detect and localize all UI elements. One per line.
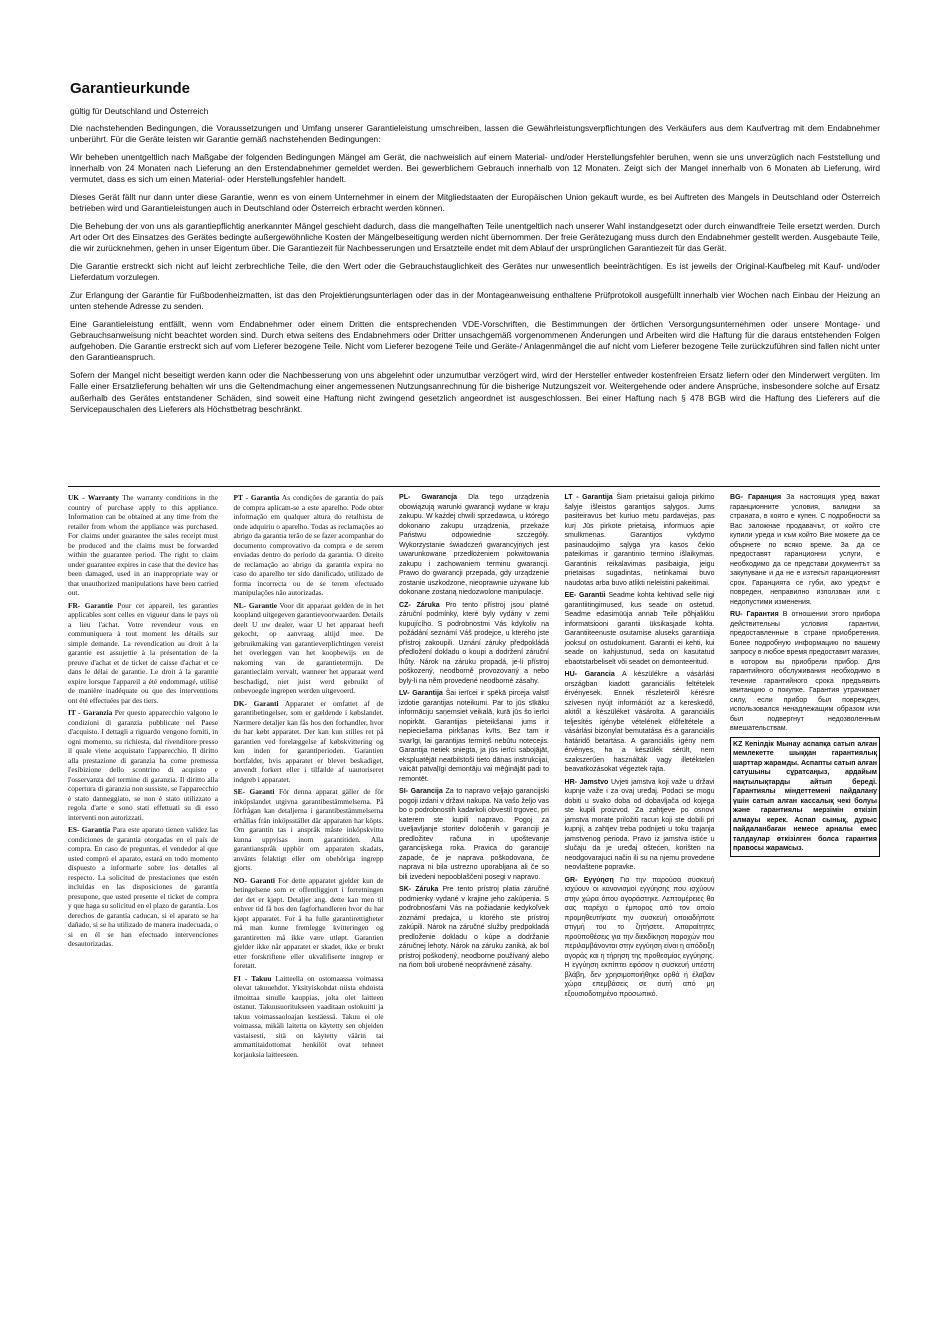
warranty-section	[234, 601, 384, 696]
section-label: SE- Garanti	[233, 787, 275, 796]
section-label: NO- Garanti	[233, 875, 275, 885]
section-divider	[68, 486, 880, 487]
section-text: Για την παρούσα συσκευή ισχύουν οι κανονισμοί εγγύησης που ισχύουν στην χώρα όπου αγοράστηκε. Λεπτομέρειες θα σας παρέχει ο έμπορος από τον οποίο προμηθευτήκατε την συσκευή οποιαδήποτε στιγμή του το ζητήσετε. Απαραίτητες προϋποθέσεις για την διεκδίκηση παροχών που περιλαμβάνονται στην εγγύηση είναι η απόδειξη αγοράς και η τήρηση της προθεσμίας εγγύησης. Η εγγύηση εκπίπτει εφόσον η συσκευή υπέστη βλάβη, δεν χρησιμοποιήθηκε ορθά ή έλαβαν χώρα επεμβάσεις σε αυτή από μη εξουσιοδοτημένο προσωπικό.	[564, 876, 715, 998]
warranty-section	[730, 737, 880, 857]
section-text: За настоящия уред важат гаранционните условия, валидни за страната, в която е купен. С подробности за Вас заложнае продавачът, от който сте купили уреда и към който Вие можете да се обърнете по всяко време. За да се предоставят гаранционни услуги, е необходимо да се представи документът за закупуване и да не е изтекъл гаранционният срок. Гаранцията се губи, ако уредът е повреден, неправилно използван или с недопустими изменения.	[730, 494, 880, 606]
section-label: UK - Warranty	[68, 493, 119, 502]
body-paragraph: Eine Garantieleistung entfällt, wenn vom Endabnehmer oder einem Dritten die entsprechenden VDE-Vorschriften, die Bestimmungen der örtlichen Versorgungsunternehmen oder unsere Montage- und Gebrauchsanweisung nicht beachtet worden sind. Durch etwa seitens des Endabnehmers oder Dritter unsachgemäß vorgenommenen Änderungen und Arbeiten wird die Haftung für die daraus entstehenden Folgen aufgehoben. Die Garantie erstreckt sich auf vom Lieferer bezogene Teile. Nicht vom Lieferer bezogene Teile und Geräte-/ Anlagenmängel die auf nicht vom Lieferer bezogene Teile zurückzuführen sind fallen nicht unter den Garantieanspruch.	[70, 318, 880, 363]
body-paragraph: Sofern der Mangel nicht beseitigt werden kann oder die Nachbesserung von uns abgelehnt oder unzumutbar verzögert wird, wird der Hersteller entweder kostenfreien Ersatz liefern oder den Minderwert vergüten. Im Falle einer Ersatzlieferung behalten wir uns die Geltendmachung einer angemessenen Nutzungsanrechnung für die bisherige Nutzungszeit vor. Weitergehende oder andere Ansprüche, insbesondere solche auf Ersatz außerhalb des Gerätes entstandener Schäden, sind soweit eine Haftung nicht zwingend gesetzlich angeordnet ist ausgeschlossen. Bei einer Haftung nach § 478 BGB wird die Haftung des Lieferers auf die Servicepauschalen des Lieferers als Höchstbetrag beschränkt.	[70, 370, 880, 414]
section-label: HR- Jamstvo	[564, 778, 609, 786]
language-column	[730, 493, 880, 1062]
section-label: SK- Záruka	[399, 886, 439, 893]
section-text: Uvjeti jamstva koji važe u državi kupnje važe i za ovaj uređaj. Podaci se mogu dobiti u svako doba od dobavljača od kojega ste kupili proizvod. Za zahtjeve po osnovi jamstva morate priložiti racun koji ste dobili pri kupnji, a zahtjev treba podnijeti u toku trajanja jamstvenog perioda. Pravo iz jamstva istiće u slučaju da je uređaj oštećen, korišten na neodgovarajuci način ili su na njemu provedene neovlaštene popravke.	[564, 778, 715, 871]
section-text: För denna apparat gäller de för inköpslandet utgivna garantibestämmelserna. På förfrågan kan detaljerna i garantibestämmelserna erhållas från inköpsstället där apparaten har köpts. Om garantin tas i anspråk måste inköpskvitto kunna uppvisas inom garantitiden. Alla garantianspråk upphör om apparaten skadats, använts felaktigt eller om obehöriga ingrepp gjorts.	[233, 787, 384, 872]
document-title: Garantieurkunde	[70, 80, 191, 97]
warranty-section	[234, 493, 384, 598]
section-label: LT - Garantija	[564, 494, 613, 501]
section-text: Pro tento přístroj jsou platné záruční podmínky, které byly vydány v zemi kupujícího. S podrobnostmi Vás kdykoliv na požádání seznámí Váš prodejce, u kterého jste přístroj zakoupili. Uznání záruky předpokládá předložení dokladu o koupi a dodržení záruční lhůty. Nárok na záruku propadá, je-li přístroj poškozený, neodborně provozovaný a nebo byly-li na něm provedené neodborné zásahy.	[399, 601, 549, 685]
section-text: A készülékre a vásárlási országban kiadott garanciális feltételek érvényesek. Ennek részleteiről kérésre szívesen nyújt információt az a kereskedő, akitől a készüléket vásárolta. A garanciális teljesítés igénybe vételének előfeltétele a vásárlási bizonylat bemutatása és a garanciális határidő betartása. A garanciális igény nem érvényes, ha a készülék sérült, nem szakszerűen használták vagy illetéktelen beavatkozásokat végeztek rajta.	[564, 671, 715, 773]
warranty-section	[730, 610, 880, 734]
warranty-section	[565, 670, 715, 775]
section-text: Voor dit apparaat gelden de in het koopland uitgegeven garantievoorwaarden. Details deelt U uw dealer, waar U het apparaat heeft gekocht, op aanvraag altijd mee. De gebruikmaking van garantieverplichtingen vereist het overleggen van het koopbewijs en de nakoming van de garantietermijn. De garantieclaim vervalt, wanneer het apparaat werd beschadigd, niet juist werd gebruikt of onbevoegde ingrepen werden uitgevoerd.	[233, 600, 384, 695]
language-column	[399, 493, 549, 1062]
section-text: Laitteella on ostomaassa voimassa olevat takuuehdot. Yksityiskohdat niista ehdoista ilmoittaa sinulle kauppias, jolta olet laitteen ostanut. Takuusuoritukseen vaaditaan ostokuitti ja takuu voimassaoloajan kestäessä. Takuu ei ole voimassa, mikäli laitetta on käytetty sen ohjeiden vastaisesti, sitä on käytetty väärin tai ammattitaidottomat henkilöt ovat tehneet korjauksia laitteeseen.	[233, 973, 384, 1059]
warranty-section	[565, 778, 715, 873]
section-text: В отношении этого прибора действительны условия гарантии, предоставленные в стране приобретения. Более подробную информацию по вашему запросу в любое время предоставит магазин, в котором вы приобрели прибор. Для гарантийного обслуживания необходимо в течение гарантийного срока предъявить квитанцию о покупке. Гарантия утрачивает силу, если прибор был поврежден, использовался ненадлежащим образом или был подвергнут недозволенным вмешательствам.	[730, 611, 880, 732]
warranty-section	[68, 825, 218, 949]
warranty-section	[565, 876, 715, 1000]
section-text: The warranty conditions in the country of purchase apply to this appliance. Information can be obtained at any time from the retailer from whom the appliance was purchased. For claims under guarantee the sales receipt must be produced and the claims must be forwarded within the guarantee period. The right to claim under guarantee expires in case that the device has been damaged, used in an inappropriate way or that unauthorized manipulations have been carried out.	[68, 493, 218, 597]
body-paragraph: Die nachstehenden Bedingungen, die Voraussetzungen und Umfang unserer Garantieleistung umschreiben, lassen die Gewährleistungsverpflichtungen des Verkäufers aus dem Kaufvertrag mit dem Endabnehmer unberührt. Für die Geräte leisten wir Garantie gemäß nachstehenden Bedingungen:	[70, 123, 880, 145]
section-text: As condições de garantia do país de compra aplicam-se a este aparelho. Pode obter informação em qualquer altura do retalhista de onde adquiriu o aparelho. Todas as reclamações ao abrigo da garantia terão de se fazer acompanhar do documento comprovativo da compra e de serem enviadas dentro do período da garantia. O direito de reclamação ao abrigo da garantia expira no caso do aparelho ter sido danificado, utilizado de forma incorrecta ou de se terem efectuado manipulações não autorizadas.	[233, 493, 384, 597]
section-text: Per questo apparecchio valgono le condizioni di garanzia pubblicate nel Paese d'acquisto. I dettagli a riguardo vengono forniti, in ogni momento, su richiesta, dal rivenditore presso il quale viene acquistato l'apparecchio. Il diritto alla prestazione di garanzia ha come premessa l'esibizione dello scontrino di acquisto e l'osservanza del termine di garanzia. Il diritto alla copertura di garanzia non sussiste, se l'apparecchio è stato danneggiato, se non è stato utilizzato a regola d'arte e sono stati effettuati su di esso interventi non autorizzati.	[68, 708, 218, 822]
section-label: IT - Garanzia	[68, 708, 113, 717]
section-label: LV- Garantija	[399, 690, 443, 697]
warranty-section	[68, 708, 218, 822]
section-text: Seadme kohta kehtivad selle riigi garantiitingimused, kus seade on ostetud. Seadme edasimüüja annab Teile põhjalikku informatsiooni garantii üksikasjade kohta. Garantiiteenuste osutamise aluseks garantiiaja jooksul on ostudokument. Garantii ei kehti, kui seade on kahjustunud, seda on kasutatud ebaotstarbeliselt või seadet on demonteeritud.	[564, 592, 715, 666]
section-label: BG- Гаранция	[730, 494, 782, 501]
body-paragraph: Zur Erlangung der Garantie für Fußbodenheizmatten, ist das den Projektierungsunterlagen oder das in der Montageanweisung enthaltene Prüfprotokoll ausgefüllt innerhalb vier Wochen nach Einbau der Heizung an unten stehende Adresse zu senden.	[70, 289, 880, 312]
language-column	[565, 493, 715, 1062]
language-column	[234, 493, 384, 1062]
section-label: SI- Garancija	[399, 788, 443, 795]
warranty-section	[565, 591, 715, 667]
body-paragraph: Die Behebung der von uns als garantiepflichtig anerkannter Mängel geschieht dadurch, dass die mangelhaften Teile unentgeltlich nach unserer Wahl instandgesetzt oder durch einwandfreie Teile ersetzt werden. Durch Art oder Ort des Einsatzes des Gerätes bedingte außergewöhnliche Kosten der Mängelbeseitigung werden nicht übernommen. Der freie Gerätezugang muss durch den Endabnehmer gestellt werden. Ausgebaute Teile, die wir zurücknehmen, gehen in unser Eigentum über. Die Garantiezeit für Nachbesserungen und Ersatzteile endet mit dem Ablauf der ursprünglichen Garantiezeit für das Gerät.	[70, 220, 880, 254]
section-text: Dla tego urządzenia obowiązują warunki gwarancji wydane w kraju zakupu. W każdej chwili sprzedawca, u którego dokonano zakupu urządzenia, przekaże Państwu odpowiednie szczegóły. Wykorzystanie świadczeń gwarancyjnych jest uwarunkowane przedłożeniem pokwitowania zakupu i zachowaniem terminu gwarancji. Prawo do gwarancji przepada, gdy urządzenie zostanie uszkodzone, nieoprawnie używane lub dokonane zostaną niedozwolone manipulacje.	[399, 494, 549, 596]
warranty-section	[399, 601, 549, 687]
document-header	[70, 80, 880, 421]
section-label: FI - Takuu	[233, 973, 272, 983]
warranty-section	[399, 493, 549, 598]
section-label: NL- Garantie	[233, 600, 277, 610]
document-body	[70, 123, 880, 415]
language-columns	[68, 493, 880, 1062]
section-label: HU- Garancia	[564, 671, 615, 678]
warranty-section	[68, 601, 218, 706]
document-subtitle: gültig für Deutschland und Österreich	[70, 106, 209, 116]
section-text: Šai ierīcei ir spēkā pirceja valstī izdotie garantijas noteikumi. Par to jūs sīkāku informāciju saņemsiet veikalā, kurā jūs šo ierīci nopirkāt. Garantijas pieteikšanai jums ir nepieciešama pirkšanas kvīts. Bez tam ir svarīgi, lai garantijas termiņš nebūtu notecejis. Garantija netiek sniegta, ja jūs ierīci sabojājāt, ekspluatējāt neatbilstoši tieto dānas instrukcijai, vaicāt patvaļīgi demontāju vai mēģinājāt padi to remontēt.	[399, 690, 549, 783]
warranty-section	[68, 493, 218, 598]
section-text: Para este aparato tienen validez las condiciones de garantía otorgadas en el país de compra. En caso de preguntas, el vendedor al que usted compró el aparato, estará en todo momento dispuesto a informarle sobre los detalles al respecto. La solicitud de prestaciones que estén incluidas en las disposiciones de garantía presupone, que usted presente el ticket de compra y que haga su solicitud en el plazo de garantía. Los derechos de garantía caducan, si el aparato se ha dañado, si se ha utilizado de manera inadecuada, o si en él se han efectuado intervenciones desautorizadas.	[68, 825, 218, 948]
section-label: GR- Εγγύηση	[564, 876, 614, 884]
warranty-section	[399, 787, 549, 882]
section-label: DK- Garanti	[233, 698, 279, 708]
section-label: KZ Кепілдік	[733, 740, 774, 748]
section-text: Apparatet er omfattet af de garantibetingelser, som er gældende i købslandet. Nærmere detaljer kan fås hos den forhandler, hvor du har købt apparatet. Der kan kun stilles ret på garantien ved forelæggelse af købskvittering og kun inden for garantiperioden. Garantien bortfalder, hvis apparatet er blevet beskadiget, anvendt forkert eller i tilfælde af uautoriseret indgreb i apparatet.	[233, 698, 384, 784]
section-text: For dette apparatet gjelder kun de betingelsene som er offentliggjort i forretningen der det er kjøpt. Detaljer ang. dette kan men til enhver tid få hos den fagforhandleren hvor du har kjøpt apparatet. For å ha fulle garantirettigheter må man kunne fremlegge kvitteringen og garantiretten må ikke være utløpt. Garantien gjelder ikke når apparatet er skadet, ikke er brukt etter forskriftene eller ukvalifiserte inngrep er foretatt.	[233, 875, 384, 970]
body-paragraph: Dieses Gerät fällt nur dann unter diese Garantie, wenn es von einem Unternehmer in einem der Mitgliedstaaten der Europäischen Union gekauft wurde, es bei Auftreten des Mangels in Deutschland oder Österreich betrieben wird und Garantieleistungen auch in Deutschland oder Österreich erbracht werden können.	[70, 192, 880, 214]
section-label: ES- Garantía	[68, 825, 111, 834]
warranty-section	[730, 493, 880, 607]
warranty-section	[234, 699, 384, 785]
body-paragraph: Wir beheben unentgeltlich nach Maßgabe der folgenden Bedingungen Mängel am Gerät, die nachweislich auf einem Material- und/oder Herstellungsfehler beruhen, wenn sie uns unverzüglich nach Feststellung und innerhalb von 24 Monaten nach Lieferung an den Erstendabnehmer gemeldet werden. Bei gewerblichem Gebrauch innerhalb von 12 Monaten. Zeigt sich der Mangel innerhalb von 6 Monaten ab Lieferung, wird vermutet, dass es sich um einen Material- oder Herstellungsfehler handelt.	[70, 151, 880, 185]
section-label: RU- Гарантия	[730, 611, 779, 618]
warranty-section	[234, 974, 384, 1060]
section-label: EE- Garantii	[564, 592, 606, 599]
warranty-section	[234, 876, 384, 971]
section-text: Šiam prietaisui galioja pirkimo šalyje išleistos garantijos sąlygos. Jums pasiteiravus bet kuriuo metu pardavėjas, pas kurį Jūs pirkote prietaisą, informuos apie smulkmenas. Garantijos vykdymo pasinaudojimo sąlyga yra kasos čekio pateikimas ir garantinio termino išlaikymas. Garantinis reikalavimas pasibaigia, jeigu prietaisas sugadintas, netinkamai buvo naudotas arba buvo atlikti neleistini pakeitimai.	[564, 494, 715, 587]
warranty-section	[234, 787, 384, 873]
warranty-section	[565, 493, 715, 588]
section-text: Pre tento prístroj platia záručné podmienky vydané v krajine jeho zakúpenia. S podrobnosťami Vás na požiadanie kedykoľvek zoznámi predajca, u ktorého ste prístroj zakúpili. Nárok na záručné služby predpokladá predloženie dokladu o kúpe a dodržanie záručnej lehoty. Nárok na záruku zaniká, ak bol prístroj poškodený, neodborne používaný alebo na ňom boli urobené neoprávnené zásahy.	[399, 886, 549, 969]
section-text: Pour cet appareil, les garanties applicables sont celles en vigueur dans le pays où a lieu l'achat. Votre revendeur vous en communiquera à tout moment les détails sur simple demande. La revendication au droit à la garantie est assujettie à la présentation de la preuve d'achat et de ticket de caisse d'achat et ce dans le délai de garantie. Le droit à la garantie expire lorsque l'appareil a été endommagé, utilisé de manière inadéquate ou que des interventions ont été effectuées par des tiers.	[68, 600, 218, 705]
section-label: PT - Garantia	[233, 493, 280, 502]
section-label: FR- Garantie	[68, 600, 113, 610]
body-paragraph: Die Garantie erstreckt sich nicht auf leicht zerbrechliche Teile, die den Wert oder die Gebrauchstauglichkeit des Gerätes nur unwesentlich beeinträchtigen. Es ist jeweils der Original-Kaufbeleg mit Kauf- und/oder Lieferdatum vorzulegen.	[70, 261, 880, 283]
warranty-section	[399, 885, 549, 971]
section-label: PL- Gwarancja	[399, 494, 458, 501]
language-column	[68, 493, 218, 1062]
section-text: Za to napravo veljajo garancijski pogoji izdani v državi nakupa. Na vašo željo vas bo o podrobnostih kadarkoli obvestil trgovec, pri katerem ste kupili napravo. Pogoj za uveljavljanje storitev določenih v garanciji je predložitev računa in upoštevanje garancijskega roka. Pravica do garancije zapade, če je naprava poškodovana, če naprava ni bila ustrezno uporabljana ali če so bili izvedeni nepooblaščeni posegi v napravo.	[399, 788, 549, 881]
section-text: Мынау аспапқа сатып алған мемлекетте шыққан гарантиялық шарттар жарамды. Аспапты сатып алған сатушыны сұратсаңыз, ардайым нақтылықтарды айтып береді. Гарантиялы міндеттемені пайдалану үшін сатып алған кассалық чекі болуы және гарантиялы мерзімін өткізіп алмауы керек. Аспап сынық, дұрыс пайдаланбаған немесе арналы емес талдаулар өткізілген болса гарантия правосы жарамсыз.	[733, 740, 877, 852]
warranty-section	[399, 689, 549, 784]
section-label: CZ- Záruka	[399, 601, 440, 609]
